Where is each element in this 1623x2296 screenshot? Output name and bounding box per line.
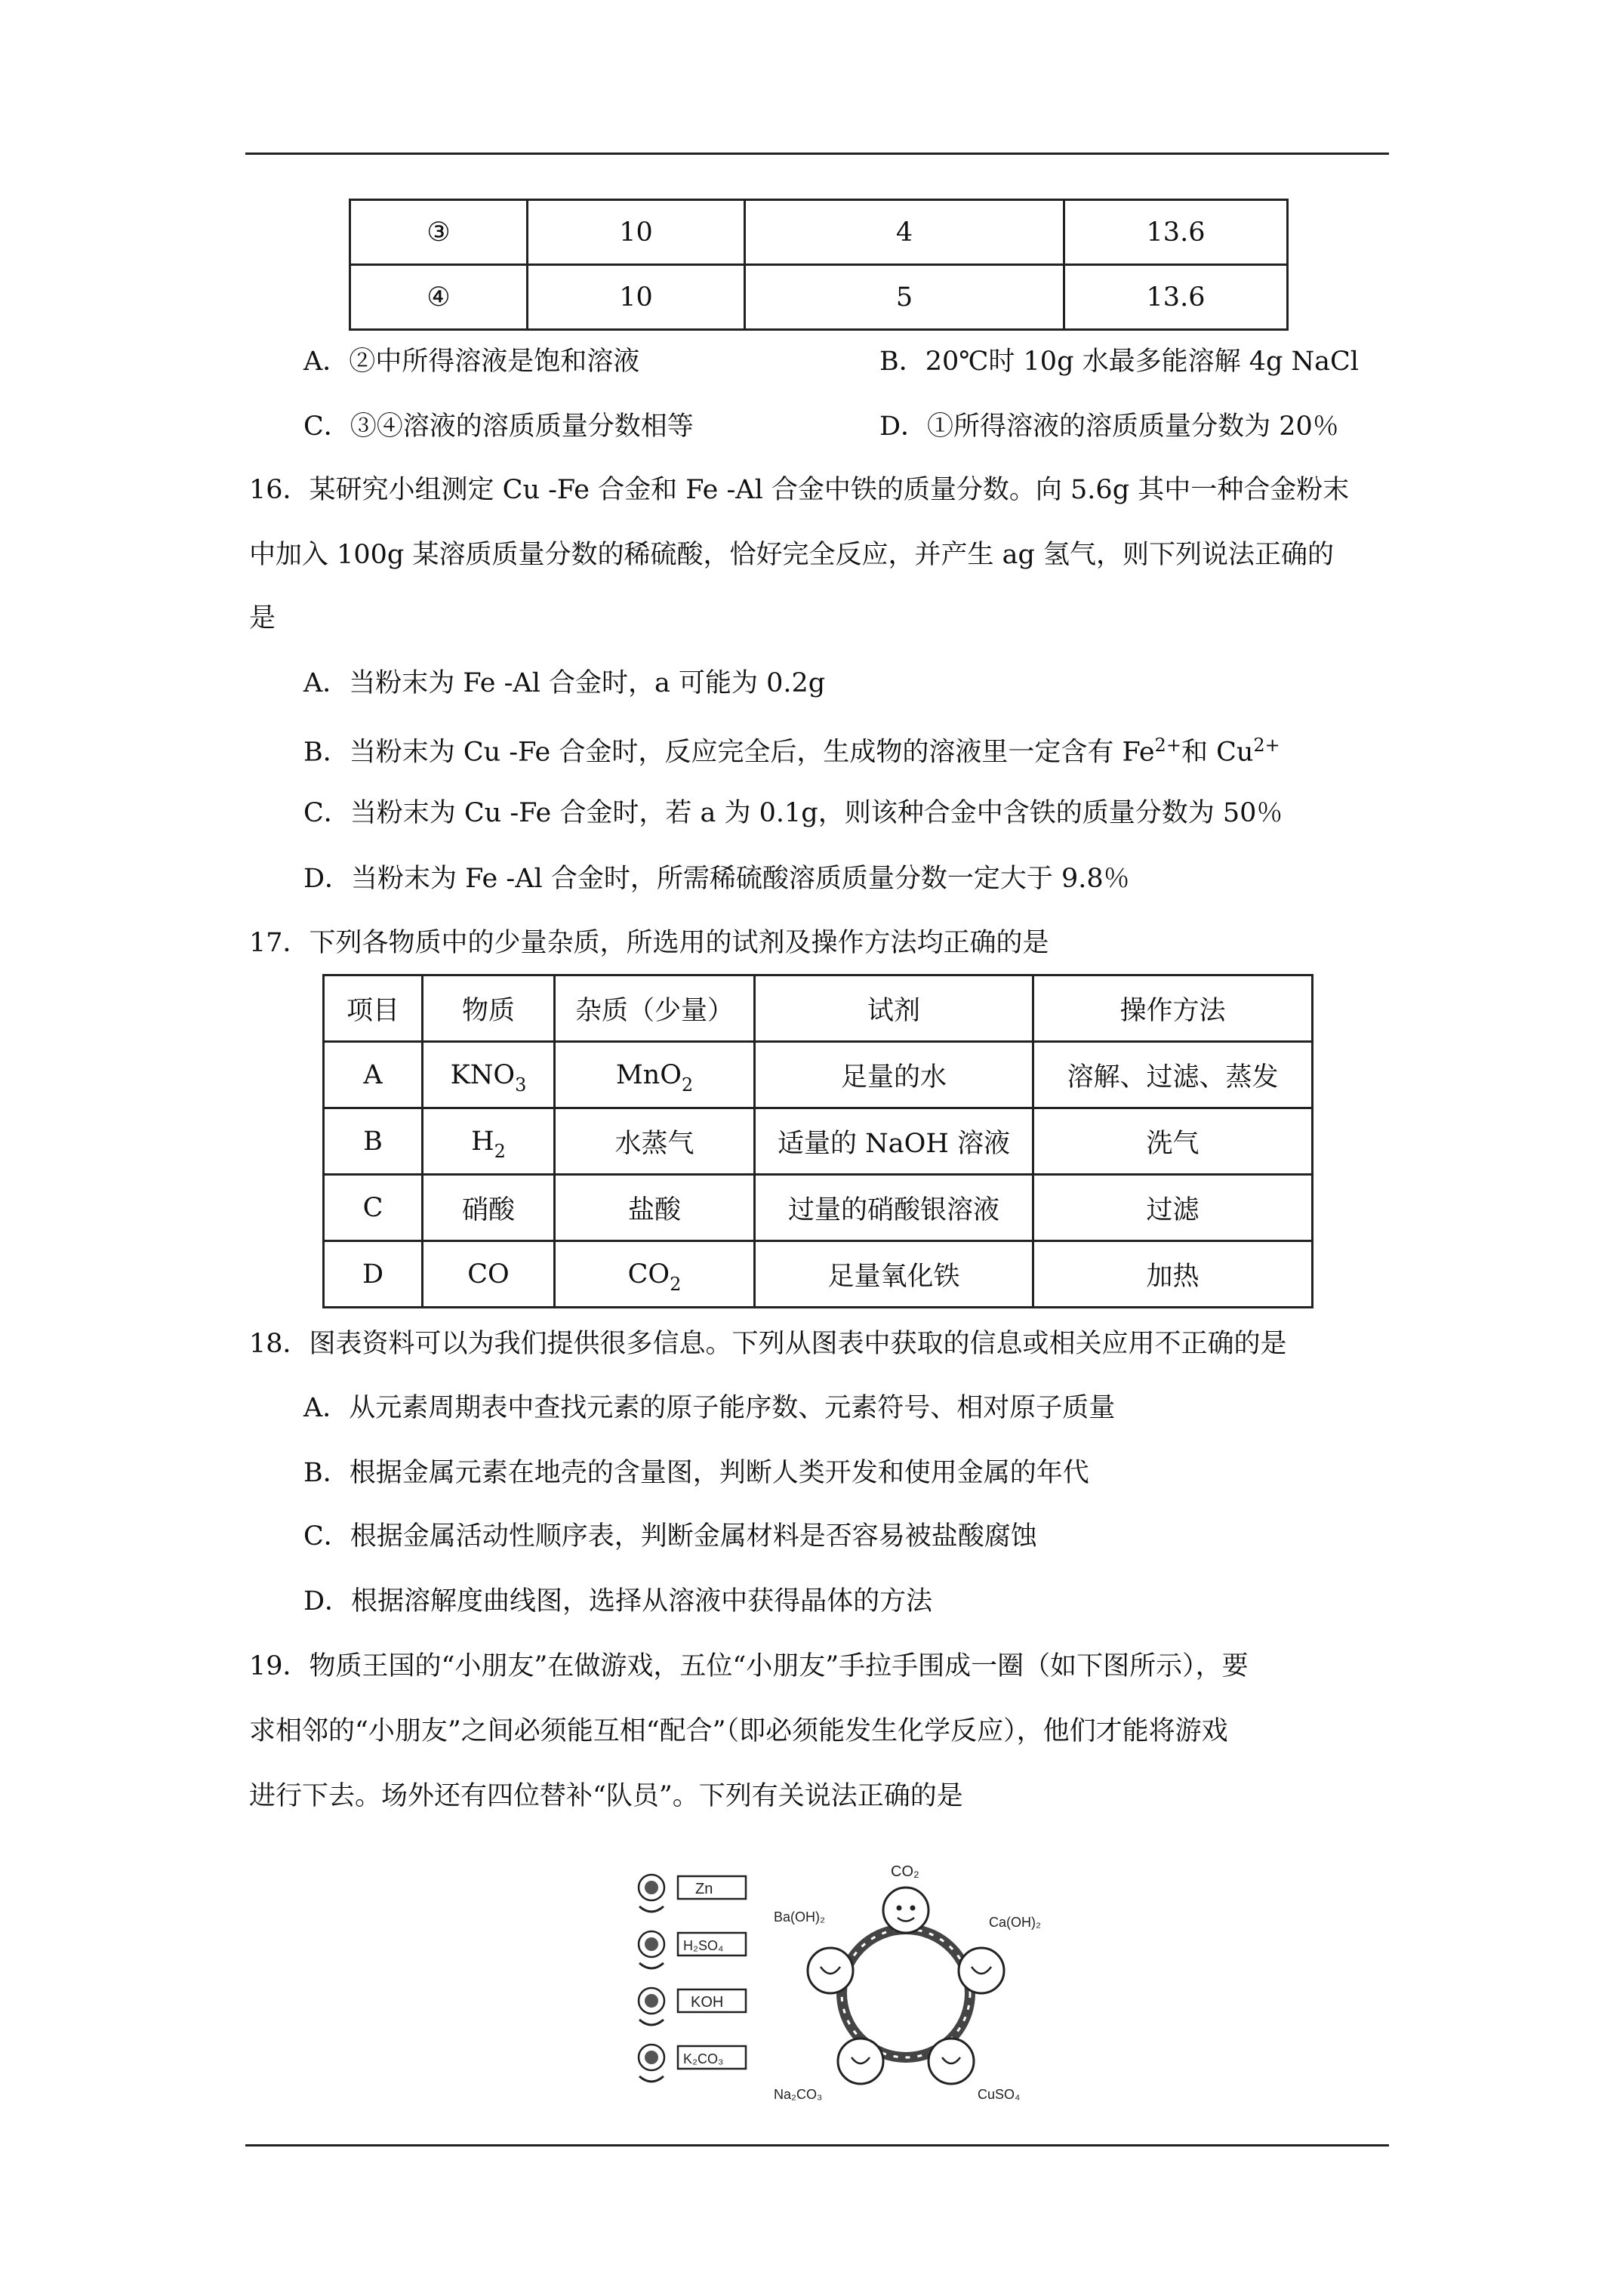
player-head (929, 2039, 974, 2084)
table-cell: B (324, 1108, 423, 1175)
player-ring (808, 1888, 1004, 2084)
table-cell: D (324, 1241, 423, 1308)
substitute-label: K₂CO₃ (683, 2051, 724, 2066)
player-label-bottom-right: CuSO₄ (978, 2087, 1021, 2102)
table-cell: 盐酸 (555, 1175, 755, 1241)
table-row (324, 1108, 1313, 1175)
q16-option-d: D．当粉末为 Fe -Al 合金时，所需稀硫酸溶质质量分数一定大于 9.8％ (303, 864, 1130, 894)
substitute-player (639, 1988, 746, 2025)
q18-stem: 18．图表资料可以为我们提供很多信息。下列从图表中获取的信息或相关应用不正确的是 (249, 1329, 1287, 1359)
table-cell: 足量氧化铁 (755, 1241, 1033, 1308)
q16-option-b-and: 和 Cu (1181, 737, 1254, 768)
table-cell: $CO_2$ (555, 1241, 755, 1308)
bottom-rule (245, 2144, 1389, 2147)
table-cell: ④ (350, 265, 528, 330)
table-cell: MnO$_2$ (555, 1042, 755, 1108)
solubility-table (349, 199, 1289, 331)
table-cell: 4 (745, 200, 1064, 265)
table-cell: 10 (528, 265, 745, 330)
table-row (324, 1241, 1313, 1308)
table-cell: 洗气 (1033, 1108, 1313, 1175)
impurity-table (322, 974, 1313, 1308)
table-cell: 硝酸 (423, 1175, 555, 1241)
table-row (324, 1042, 1313, 1108)
q18-option-b: B．根据金属元素在地壳的含量图，判断人类开发和使用金属的年代 (303, 1458, 1089, 1488)
player-label-bottom-left: Na₂CO₃ (774, 2087, 823, 2102)
top-rule (245, 153, 1389, 155)
table-cell: 水蒸气 (555, 1108, 755, 1175)
q16-stem-line3: 是 (249, 603, 276, 633)
header-cell: 项目 (324, 975, 423, 1042)
q16-option-b-text: B．当粉末为 Cu -Fe 合金时，反应完全后，生成物的溶液里一定含有 Fe (303, 737, 1155, 768)
header-cell: 操作方法 (1033, 975, 1313, 1042)
q18-option-d: D．根据溶解度曲线图，选择从溶液中获得晶体的方法 (303, 1586, 933, 1616)
substitute-label: KOH (691, 1994, 724, 2011)
q15-option-b: B．20℃时 10g 水最多能溶解 4g NaCl (879, 347, 1359, 377)
header-cell: 试剂 (755, 975, 1033, 1042)
q18-option-c: C．根据金属活动性顺序表，判断金属材料是否容易被盐酸腐蚀 (303, 1521, 1037, 1552)
q17-stem: 17．下列各物质中的少量杂质，所选用的试剂及操作方法均正确的是 (249, 928, 1049, 958)
table-cell: 5 (745, 265, 1064, 330)
player-head (883, 1888, 929, 1933)
table-cell: A (324, 1042, 423, 1108)
player-head (838, 2039, 883, 2084)
header-cell: 物质 (423, 975, 555, 1042)
header-cell: 杂质（少量） (555, 975, 755, 1042)
q19-stem-line2: 求相邻的“小朋友”之间必须能互相“配合”（即必须能发生化学反应），他们才能将游戏 (249, 1716, 1228, 1746)
q16-option-c: C．当粉末为 Cu -Fe 合金时，若 a 为 0.1g，则该种合金中含铁的质量分数为 50％ (303, 798, 1283, 828)
player-head (959, 1948, 1004, 1993)
q16-option-b (303, 736, 1280, 766)
q15-option-d: D．①所得溶液的溶质质量分数为 20％ (879, 411, 1339, 442)
table-cell: 过量的硝酸银溶液 (755, 1175, 1033, 1241)
q16-stem-line1: 16．某研究小组测定 Cu -Fe 合金和 Fe -Al 合金中铁的质量分数。向 5.6g 其中一种合金粉末 (249, 475, 1350, 505)
q15-option-c: C．③④溶液的溶质质量分数相等 (303, 411, 694, 442)
ion-charge: 2+ (1154, 735, 1181, 756)
q16-stem-line2: 中加入 100g 某溶质质量分数的稀硫酸，恰好完全反应，并产生 ag 氢气，则下列说法正确的 (249, 540, 1334, 570)
table-cell: C (324, 1175, 423, 1241)
ion-charge: 2+ (1253, 735, 1280, 756)
table-cell: 10 (528, 200, 745, 265)
table-cell: 适量的 NaOH 溶液 (755, 1108, 1033, 1175)
player-label-right: Ca(OH)₂ (989, 1915, 1041, 1930)
player-head (808, 1948, 853, 1993)
player-label-left: Ba(OH)₂ (774, 1909, 825, 1925)
table-row (324, 1175, 1313, 1241)
table-cell: $KNO_3$ (423, 1042, 555, 1108)
game-figure (623, 1854, 1076, 2103)
table-cell: 13.6 (1064, 200, 1288, 265)
substitute-player (639, 1931, 746, 1968)
substitute-player (639, 2045, 746, 2082)
substitute-player (639, 1875, 746, 1912)
q19-stem-line3: 进行下去。场外还有四位替补“队员”。下列有关说法正确的是 (249, 1781, 963, 1811)
table-cell: $H_2$ (423, 1108, 555, 1175)
table-cell: 溶解、过滤、蒸发 (1033, 1042, 1313, 1108)
table-cell: ③ (350, 200, 528, 265)
q15-option-a: A．②中所得溶液是饱和溶液 (303, 347, 640, 377)
table-cell: CO (423, 1241, 555, 1308)
table-cell: 过滤 (1033, 1175, 1313, 1241)
q18-option-a: A．从元素周期表中查找元素的原子能序数、元素符号、相对原子质量 (303, 1393, 1116, 1423)
substitute-label: H₂SO₄ (683, 1938, 724, 1953)
table-row (350, 265, 1288, 330)
table-header-row (324, 975, 1313, 1042)
q19-stem-line1: 19．物质王国的“小朋友”在做游戏，五位“小朋友”手拉手围成一圈（如下图所示），要 (249, 1651, 1249, 1681)
player-label-top: CO₂ (891, 1863, 919, 1880)
table-cell: 加热 (1033, 1241, 1313, 1308)
substitute-label: Zn (695, 1881, 713, 1897)
table-row (350, 200, 1288, 265)
table-cell: 13.6 (1064, 265, 1288, 330)
q16-option-a: A．当粉末为 Fe -Al 合金时，a 可能为 0.2g (303, 668, 826, 698)
table-cell: 足量的水 (755, 1042, 1033, 1108)
